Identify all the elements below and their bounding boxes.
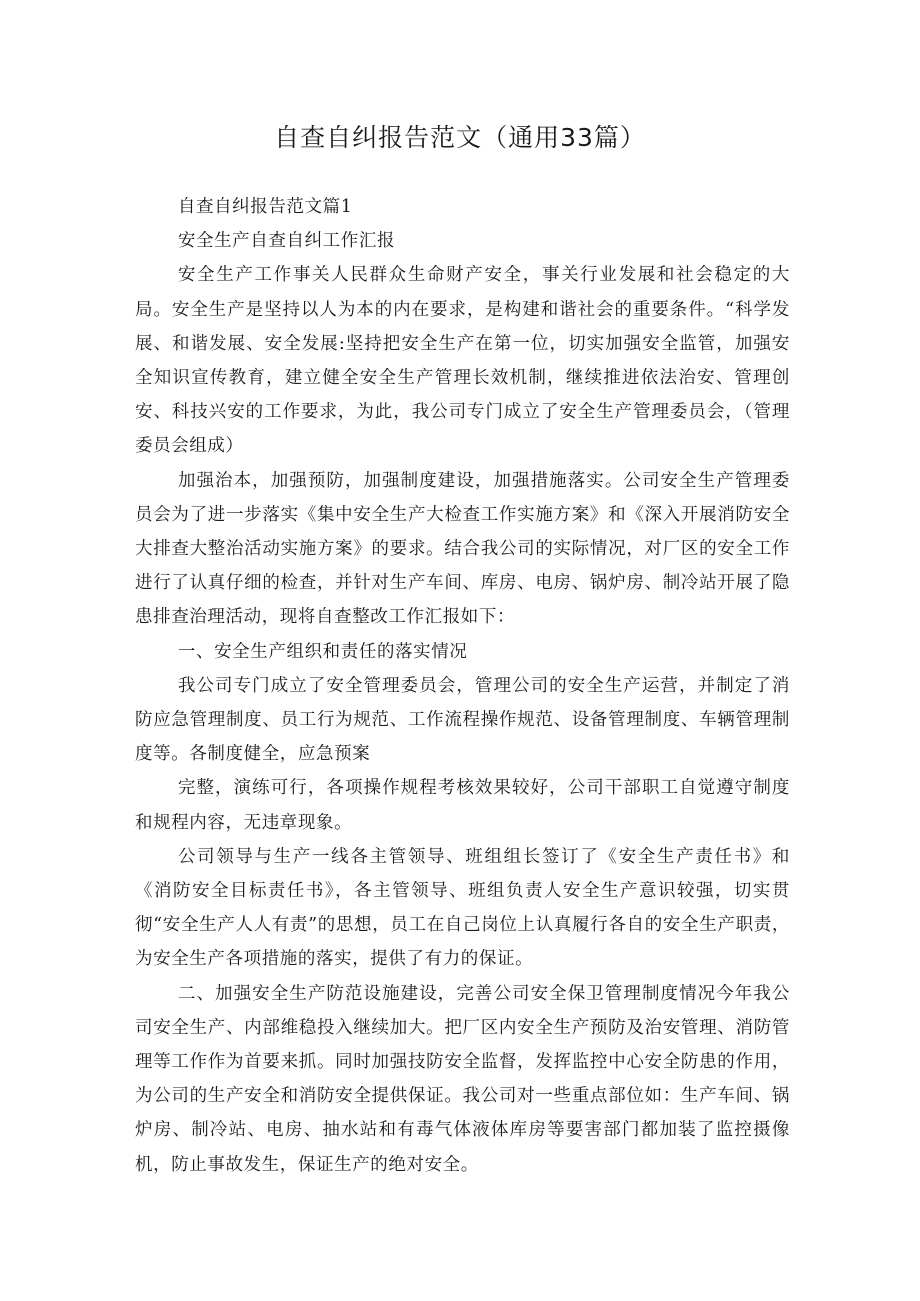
document-body (135, 190, 790, 1182)
paragraph: 安全生产工作事关人民群众生命财产安全，事关行业发展和社会稳定的大局。安全生产是坚持以人为本的内在要求，是构建和谐社会的重要条件。“科学发展、和谐发展、安全发展:坚持把安全生产在第一位，切实加强安全监管，加强安全知识宣传教育，建立健全安全生产管理长效机制，继续推进依法治安、管理创安、科技兴安的工作要求，为此，我公司专门成立了安全生产管理委员会，（管理委员会组成） (135, 265, 790, 457)
document-title: 自查自纠报告范文（通用33篇） (274, 123, 646, 152)
report-subtitle: 安全生产自查自纠工作汇报 (177, 231, 396, 252)
paragraph: 完整，演练可行，各项操作规程考核效果较好，公司干部职工自觉遵守制度和规程内容，无违章现象。 (135, 778, 790, 833)
paragraph: 二、加强安全生产防范设施建设，完善公司安全保卫管理制度情况今年我公司安全生产、内部维稳投入继续加大。把厂区内安全生产预防及治安管理、消防管理等工作作为首要来抓。同时加强技防安全监督，发挥监控中心安全防患的作用，为公司的生产安全和消防安全提供保证。我公司对一些重点部位如：生产车间、锅炉房、制冷站、电房、抽水站和有毒气体液体库房等要害部门都加装了监控摄像机，防止事故发生，保证生产的绝对安全。 (135, 983, 790, 1175)
paragraph: 加强治本，加强预防，加强制度建设，加强措施落实。公司安全生产管理委员会为了进一步落实《集中安全生产大检查工作实施方案》和《深入开展消防安全大排查大整治活动实施方案》的要求。结合我公司的实际情况，对厂区的安全工作进行了认真仔细的检查，并针对生产车间、库房、电房、锅炉房、制冷站开展了隐患排查治理活动，现将自查整改工作汇报如下： (135, 470, 790, 628)
paragraph: 公司领导与生产一线各主管领导、班组组长签订了《安全生产责任书》和《消防安全目标责任书》，各主管领导、班组负责人安全生产意识较强，切实贯彻“安全生产人人有责”的思想，员工在自己岗位上认真履行各自的安全生产职责，为安全生产各项措施的落实，提供了有力的保证。 (135, 846, 790, 970)
section-heading: 一、安全生产组织和责任的落实情况 (177, 641, 468, 662)
section-heading: 自查自纠报告范文篇1 (177, 197, 353, 217)
paragraph: 我公司专门成立了安全管理委员会，管理公司的安全生产运营，并制定了消防应急管理制度、员工行为规范、工作流程操作规范、设备管理制度、车辆管理制度等。各制度健全，应急预案 (135, 675, 790, 765)
